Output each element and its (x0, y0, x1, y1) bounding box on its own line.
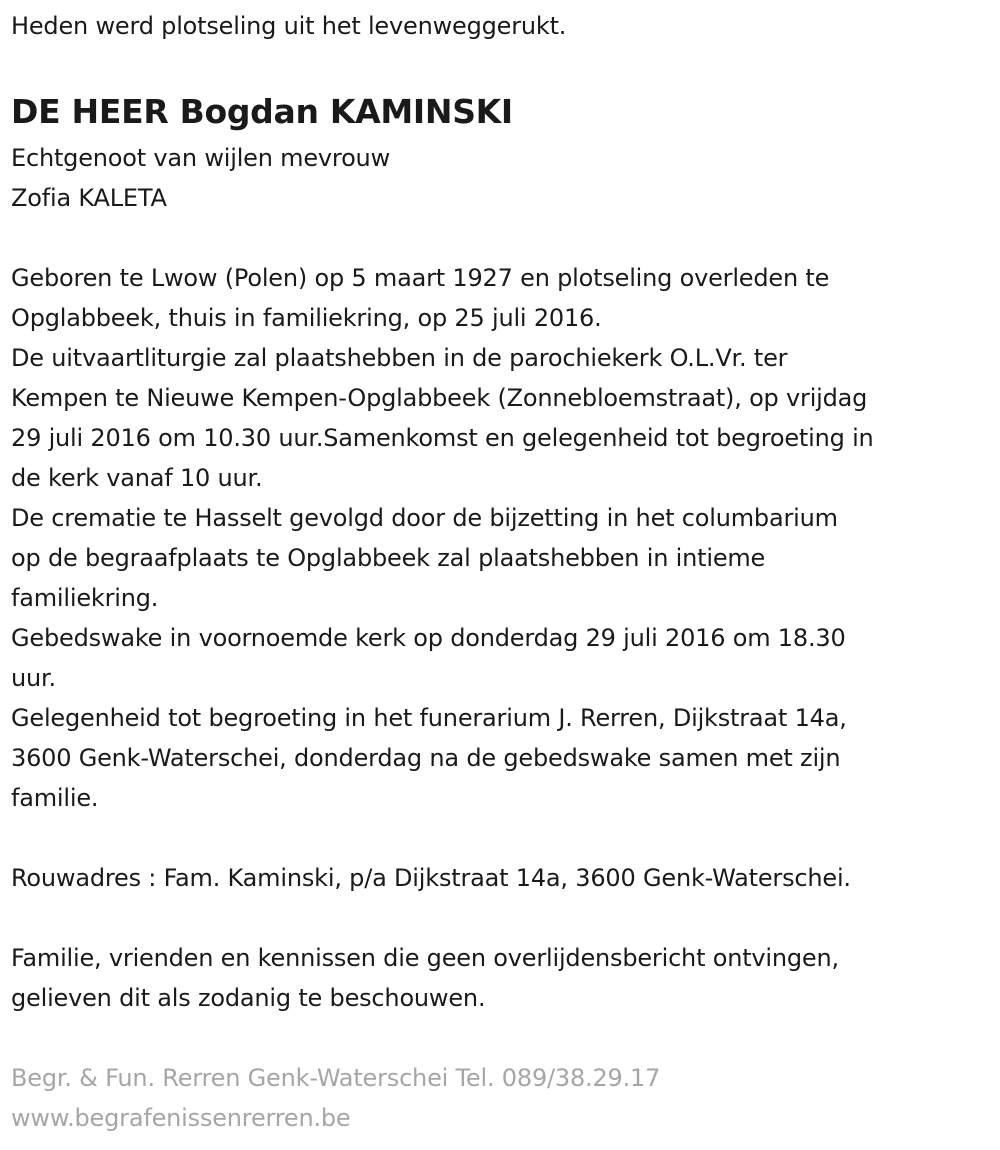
details-block (11, 258, 986, 818)
details-line: familiekring. (11, 584, 159, 612)
details-line: uur. (11, 664, 56, 692)
details-line: De uitvaartliturgie zal plaatshebben in de parochiekerk O.L.Vr. ter (11, 344, 788, 372)
spacer (11, 1018, 986, 1058)
spouse-line: Echtgenoot van wijlen mevrouw (11, 144, 390, 172)
spacer (11, 898, 986, 938)
closing-line: gelieven dit als zodanig te beschouwen. (11, 984, 486, 1012)
funeral-home-contact: Begr. & Fun. Rerren Genk-Waterschei Tel. 089/38.29.17 (11, 1064, 661, 1092)
details-line: familie. (11, 784, 99, 812)
details-line: 3600 Genk-Waterschei, donderdag na de gebedswake samen met zijn (11, 744, 841, 772)
details-line: Geboren te Lwow (Polen) op 5 maart 1927 en plotseling overleden te (11, 264, 830, 292)
death-notice (11, 0, 986, 1138)
closing-block (11, 938, 986, 1018)
details-line: Gebedswake in voornoemde kerk op donderdag 29 juli 2016 om 18.30 (11, 624, 846, 652)
funeral-home-website: www.begrafenissenrerren.be (11, 1104, 351, 1132)
spacer (11, 818, 986, 858)
deceased-name: DE HEER Bogdan KAMINSKI (11, 92, 513, 131)
details-line: 29 juli 2016 om 10.30 uur.Samenkomst en gelegenheid tot begroeting in (11, 424, 874, 452)
details-line: Opglabbeek, thuis in familiekring, op 25 juli 2016. (11, 304, 602, 332)
intro-text: Heden werd plotseling uit het levenweggerukt. (11, 12, 567, 40)
spacer (11, 218, 986, 258)
details-line: Kempen te Nieuwe Kempen-Opglabbeek (Zonnebloemstraat), op vrijdag (11, 384, 868, 412)
closing-line: Familie, vrienden en kennissen die geen overlijdensbericht ontvingen, (11, 944, 839, 972)
funeral-home-footer (11, 1058, 986, 1138)
details-line: Gelegenheid tot begroeting in het funerarium J. Rerren, Dijkstraat 14a, (11, 704, 847, 732)
mourning-address: Rouwadres : Fam. Kaminski, p/a Dijkstraat 14a, 3600 Genk-Waterschei. (11, 864, 851, 892)
spouse-block (11, 138, 986, 218)
spouse-name: Zofia KALETA (11, 184, 167, 212)
details-line: De crematie te Hasselt gevolgd door de bijzetting in het columbarium (11, 504, 838, 532)
details-line: op de begraafplaats te Opglabbeek zal plaatshebben in intieme (11, 544, 766, 572)
details-line: de kerk vanaf 10 uur. (11, 464, 263, 492)
